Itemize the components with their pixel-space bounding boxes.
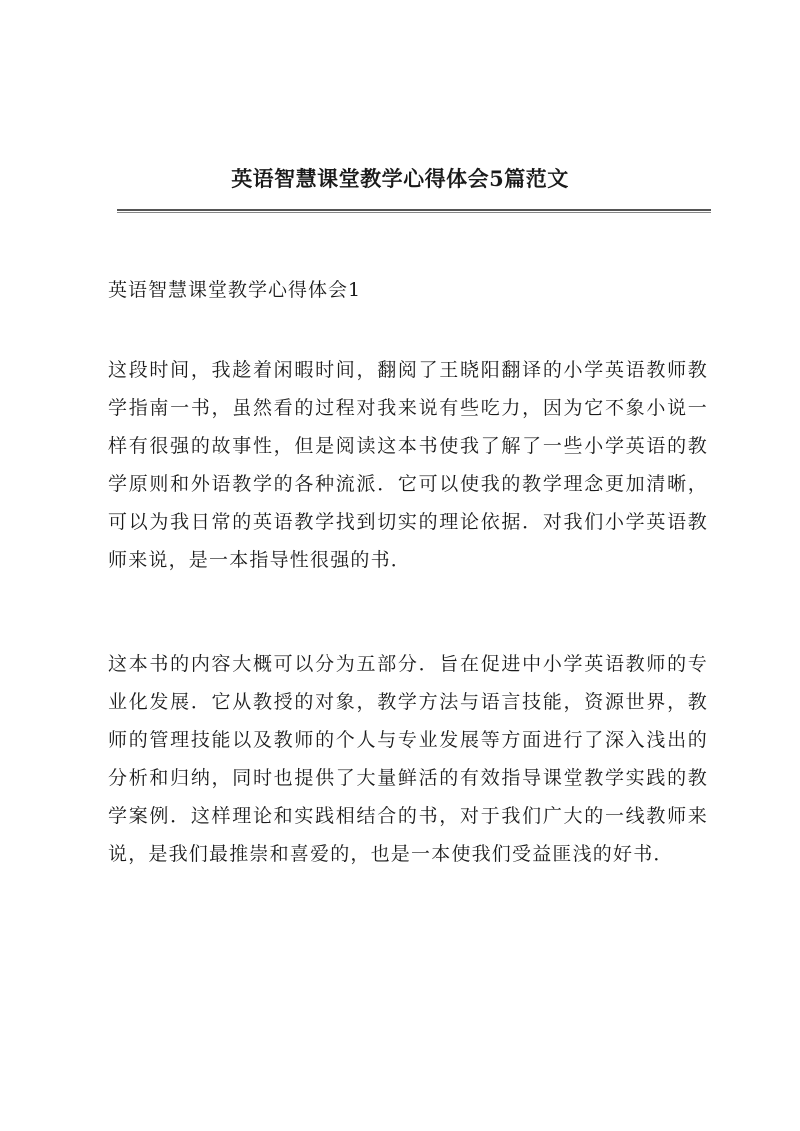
section-heading: 英语智慧课堂教学心得体会1: [108, 279, 362, 301]
paragraph-1: 这段时间，我趁着闲暇时间，翻阅了王晓阳翻译的小学英语教师教学指南一书，虽然看的过程对我来说有些吃力，因为它不象小说一样有很强的故事性，但是阅读这本书使我了解了一些小学英语的教学原则和外语教学的各种流派．它可以使我的教学理念更加清晰，可以为我日常的英语教学找到切实的理论依据．对我们小学英语教师来说，是一本指导性很强的书．: [108, 359, 708, 571]
document-title: 英语智慧课堂教学心得体会5篇范文: [231, 166, 569, 191]
title-divider: [117, 209, 711, 213]
paragraph-2: 这本书的内容大概可以分为五部分．旨在促进中小学英语教师的专业化发展．它从教授的对象，教学方法与语言技能，资源世界，教师的管理技能以及教师的个人与专业发展等方面进行了深入浅出的分析和归纳，同时也提供了大量鲜活的有效指导课堂教学实践的教学案例．这样理论和实践相结合的书，对于我们广大的一线教师来说，是我们最推崇和喜爱的，也是一本使我们受益匪浅的好书．: [108, 653, 708, 865]
